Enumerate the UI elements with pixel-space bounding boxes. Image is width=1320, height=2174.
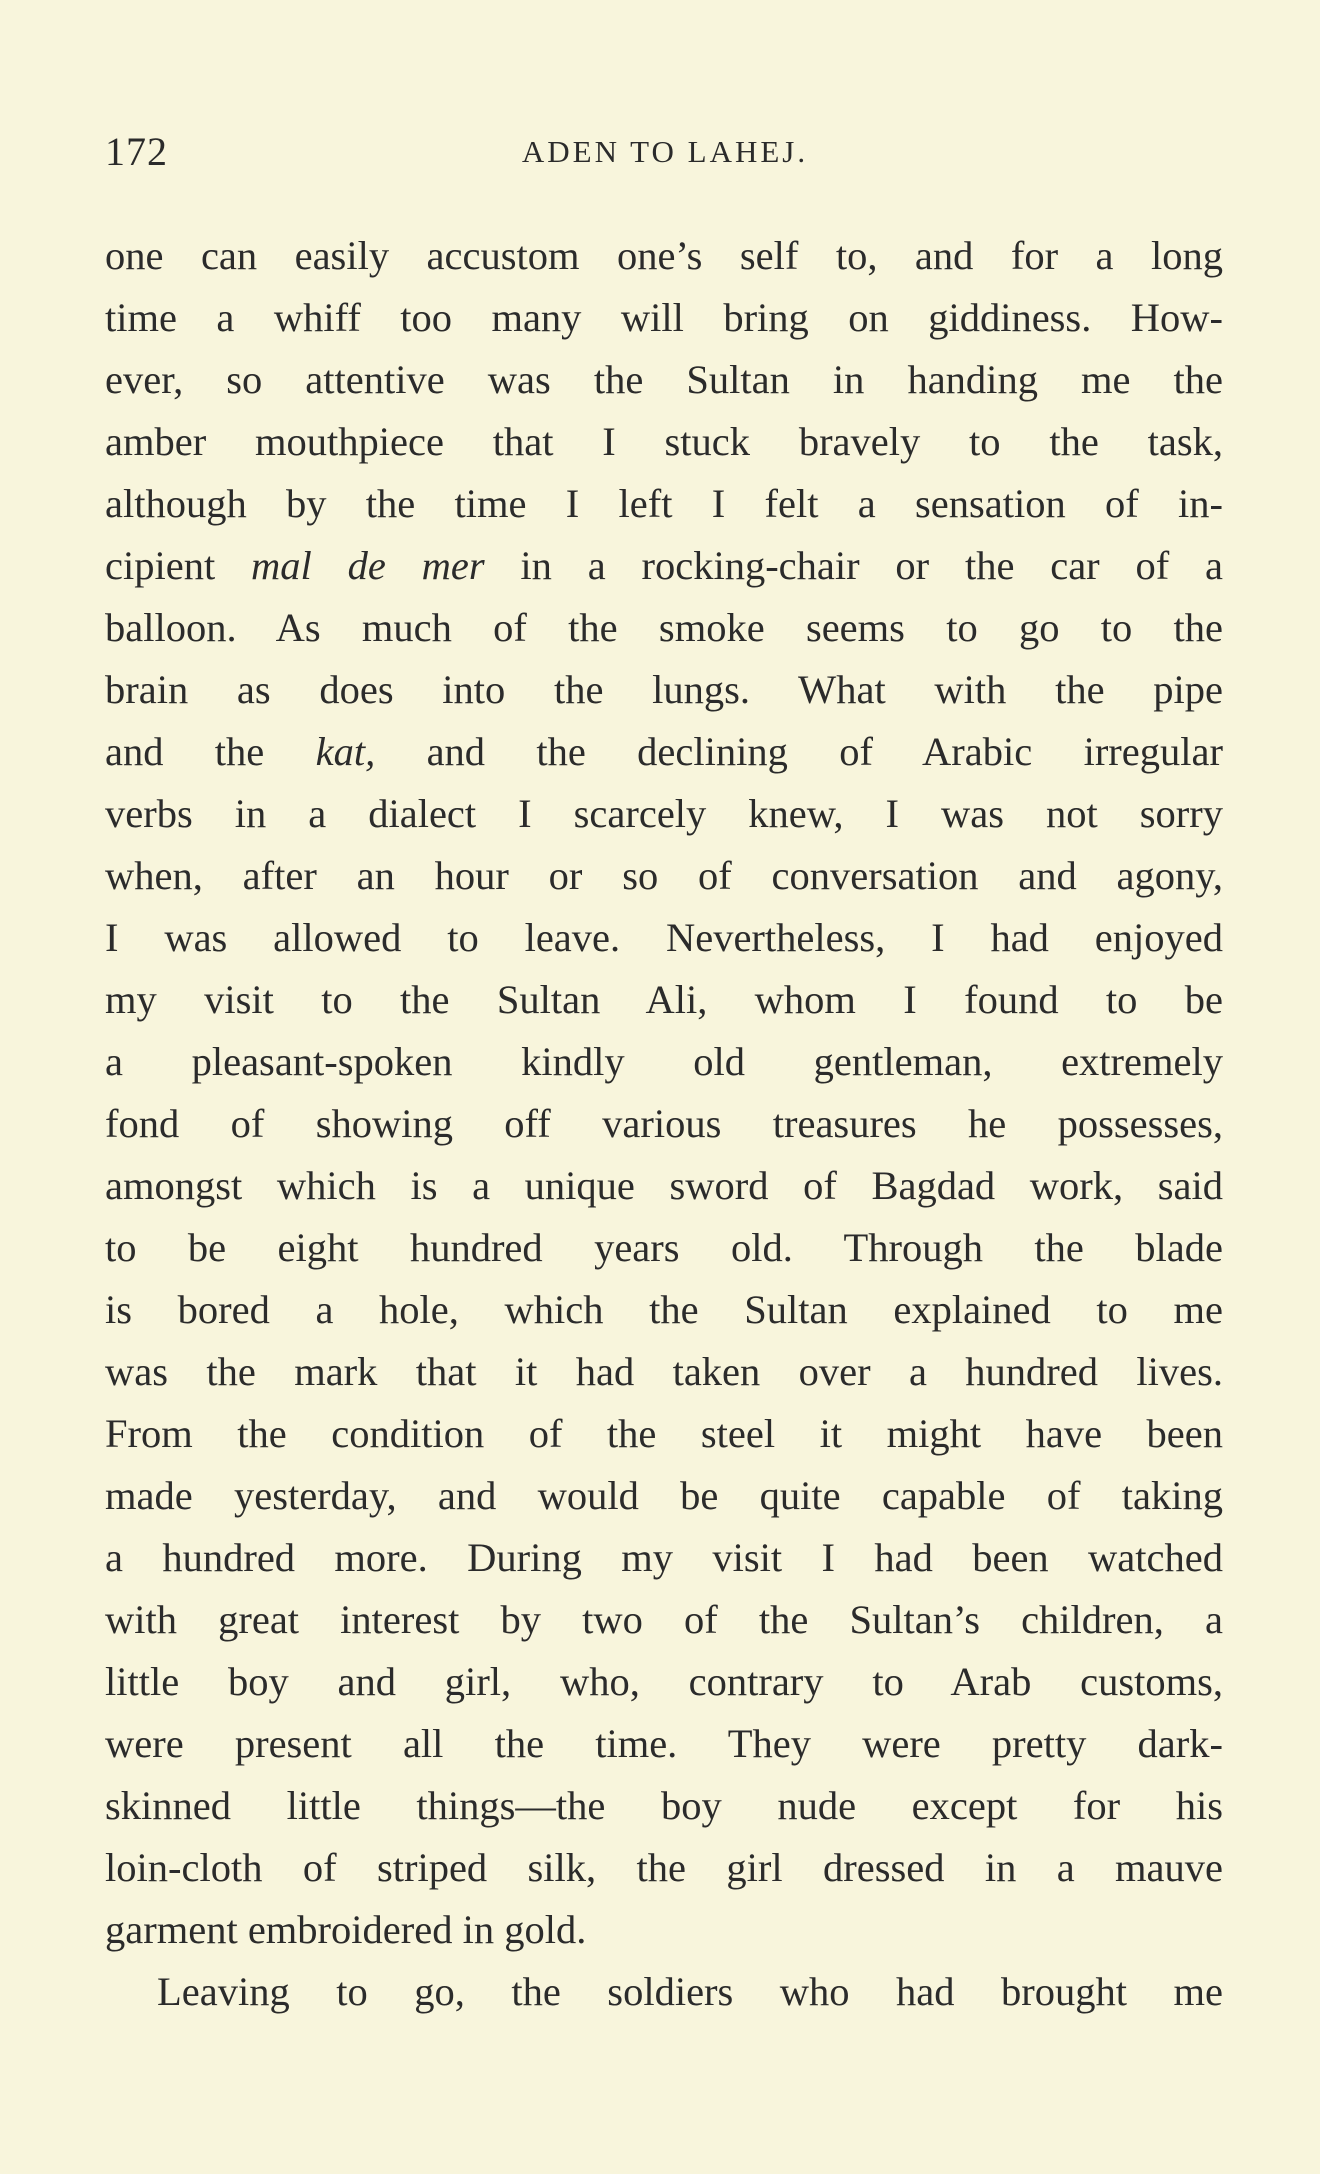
text-line [105,1217,1223,1279]
text-line-content: although by the time I left I felt a sensation of in- [105,481,1223,526]
text-line [105,1837,1223,1899]
text-line [105,907,1223,969]
paragraph-start-line [105,1961,1223,2023]
text-line [105,659,1223,721]
text-line [105,349,1223,411]
text-line-content: a pleasant-spoken kindly old gentleman, extremely [105,1039,1223,1084]
text-line [105,473,1223,535]
text-line [105,783,1223,845]
text-line-content: time a whiff too many will bring on giddiness. How- [105,295,1223,340]
text-line-content: Leaving to go, the soldiers who had brought me [157,1969,1223,2014]
page-header [105,128,1225,188]
text-line-content: ever, so attentive was the Sultan in handing me the [105,357,1223,402]
body-text [105,225,1223,2023]
text-line-content: made yesterday, and would be quite capable of taking [105,1473,1223,1518]
text-line [105,535,1223,597]
italic-word: kat, [315,729,376,774]
text-line-content: one can easily accustom one’s self to, and for a long [105,233,1223,278]
text-line [105,1093,1223,1155]
italic-phrase: mal de mer [251,543,485,588]
text-line-content: garment embroidered in gold. [105,1907,587,1952]
text-line [105,1279,1223,1341]
text-line-content: is bored a hole, which the Sultan explained to me [105,1287,1223,1332]
text-line [105,1651,1223,1713]
text-line-content: to be eight hundred years old. Through the blade [105,1225,1223,1270]
text-line [105,411,1223,473]
text-line [105,1403,1223,1465]
text-line [105,225,1223,287]
text-line [105,845,1223,907]
text-line-content: little boy and girl, who, contrary to Arab customs, [105,1659,1223,1704]
text-line-content: was the mark that it had taken over a hundred lives. [105,1349,1223,1394]
text-line [105,1713,1223,1775]
text-line [105,287,1223,349]
text-line-content: loin-cloth of striped silk, the girl dressed in a mauve [105,1845,1223,1890]
text-line-content: and the [105,729,316,774]
page-number: 172 [105,129,168,174]
text-line [105,1341,1223,1403]
text-line-content: verbs in a dialect I scarcely knew, I was not sorry [105,791,1223,836]
paragraph-end-line [105,1899,1223,1961]
text-line-content: and the declining of Arabic irregular [375,729,1223,774]
text-line-content: balloon. As much of the smoke seems to go to the [105,605,1223,650]
text-line [105,597,1223,659]
text-line [105,1527,1223,1589]
text-line-content: my visit to the Sultan Ali, whom I found to be [105,977,1223,1022]
text-line [105,1775,1223,1837]
text-line-content: amber mouthpiece that I stuck bravely to the task, [105,419,1223,464]
text-line-content: I was allowed to leave. Nevertheless, I had enjoyed [105,915,1223,960]
text-line-content: with great interest by two of the Sultan’s children, a [105,1597,1223,1642]
text-line-content: when, after an hour or so of conversation and agony, [105,853,1223,898]
text-line-content: brain as does into the lungs. What with the pipe [105,667,1223,712]
text-line [105,721,1223,783]
text-line-content: skinned little things—the boy nude except for his [105,1783,1223,1828]
text-line [105,969,1223,1031]
text-line-content: cipient [105,543,252,588]
text-line-content: were present all the time. They were pretty dark- [105,1721,1223,1766]
text-line-content: amongst which is a unique sword of Bagdad work, said [105,1163,1223,1208]
text-line [105,1589,1223,1651]
text-line-content: From the condition of the steel it might have been [105,1411,1223,1456]
text-line [105,1155,1223,1217]
text-line [105,1031,1223,1093]
running-head: ADEN TO LAHEJ. [521,134,809,169]
text-line-content: fond of showing off various treasures he possesses, [105,1101,1223,1146]
text-line [105,1465,1223,1527]
text-line-content: in a rocking-chair or the car of a [484,543,1223,588]
text-line-content: a hundred more. During my visit I had been watched [105,1535,1223,1580]
